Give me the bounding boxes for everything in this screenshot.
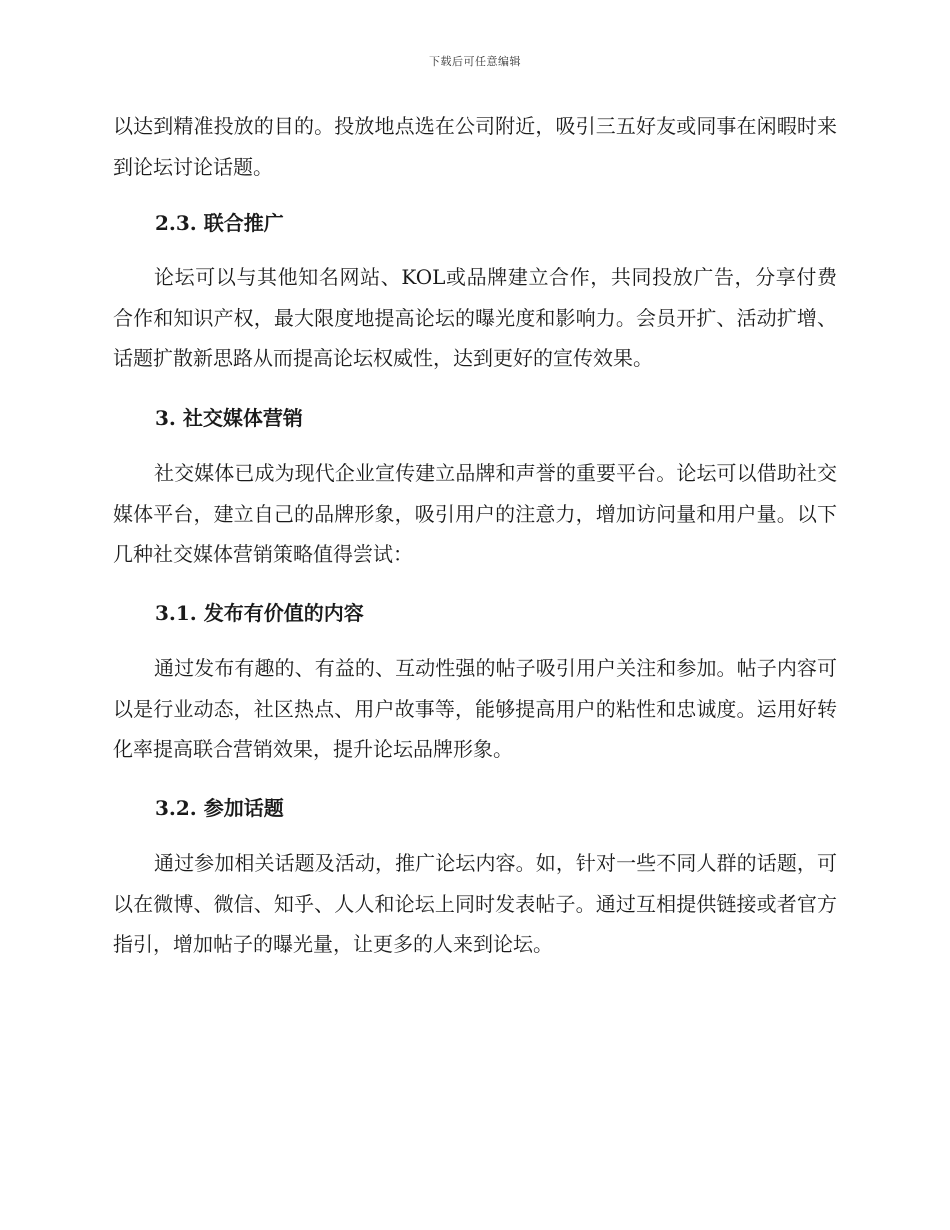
section-heading-3-1: 3.1. 发布有价值的内容 (155, 601, 364, 625)
section-heading-3-2: 3.2. 参加话题 (155, 796, 284, 820)
paragraph-2-3: 论坛可以与其他知名网站、KOL或品牌建立合作，共同投放广告，分享付费合作和知识产权，最大限度地提高论坛的曝光度和影响力。会员开扩、活动扩增、话题扩散新思路从而提高论坛权威性，达到更好的宣传效果。 (113, 265, 837, 370)
paragraph-3-1: 通过发布有趣的、有益的、互动性强的帖子吸引用户关注和参加。帖子内容可以是行业动态，社区热点、用户故事等，能够提高用户的粘性和忠诚度。运用好转化率提高联合营销效果，提升论坛品牌形象。 (113, 656, 837, 761)
section-heading-2-3: 2.3. 联合推广 (155, 211, 284, 235)
paragraph-3: 社交媒体已成为现代企业宣传建立品牌和声誉的重要平台。论坛可以借助社交媒体平台，建立自己的品牌形象，吸引用户的注意力，增加访问量和用户量。以下几种社交媒体营销策略值得尝试： (113, 461, 837, 566)
paragraph-3-2: 通过参加相关话题及活动，推广论坛内容。如，针对一些不同人群的话题，可以在微博、微信、知乎、人人和论坛上同时发表帖子。通过互相提供链接或者官方指引，增加帖子的曝光量，让更多的人来到论坛。 (113, 851, 837, 956)
section-heading-3: 3. 社交媒体营销 (155, 406, 303, 430)
page-header: 下载后可任意编辑 (429, 55, 521, 68)
intro-paragraph: 以达到精准投放的目的。投放地点选在公司附近，吸引三五好友或同事在闲暇时来到论坛讨论话题。 (113, 114, 837, 179)
